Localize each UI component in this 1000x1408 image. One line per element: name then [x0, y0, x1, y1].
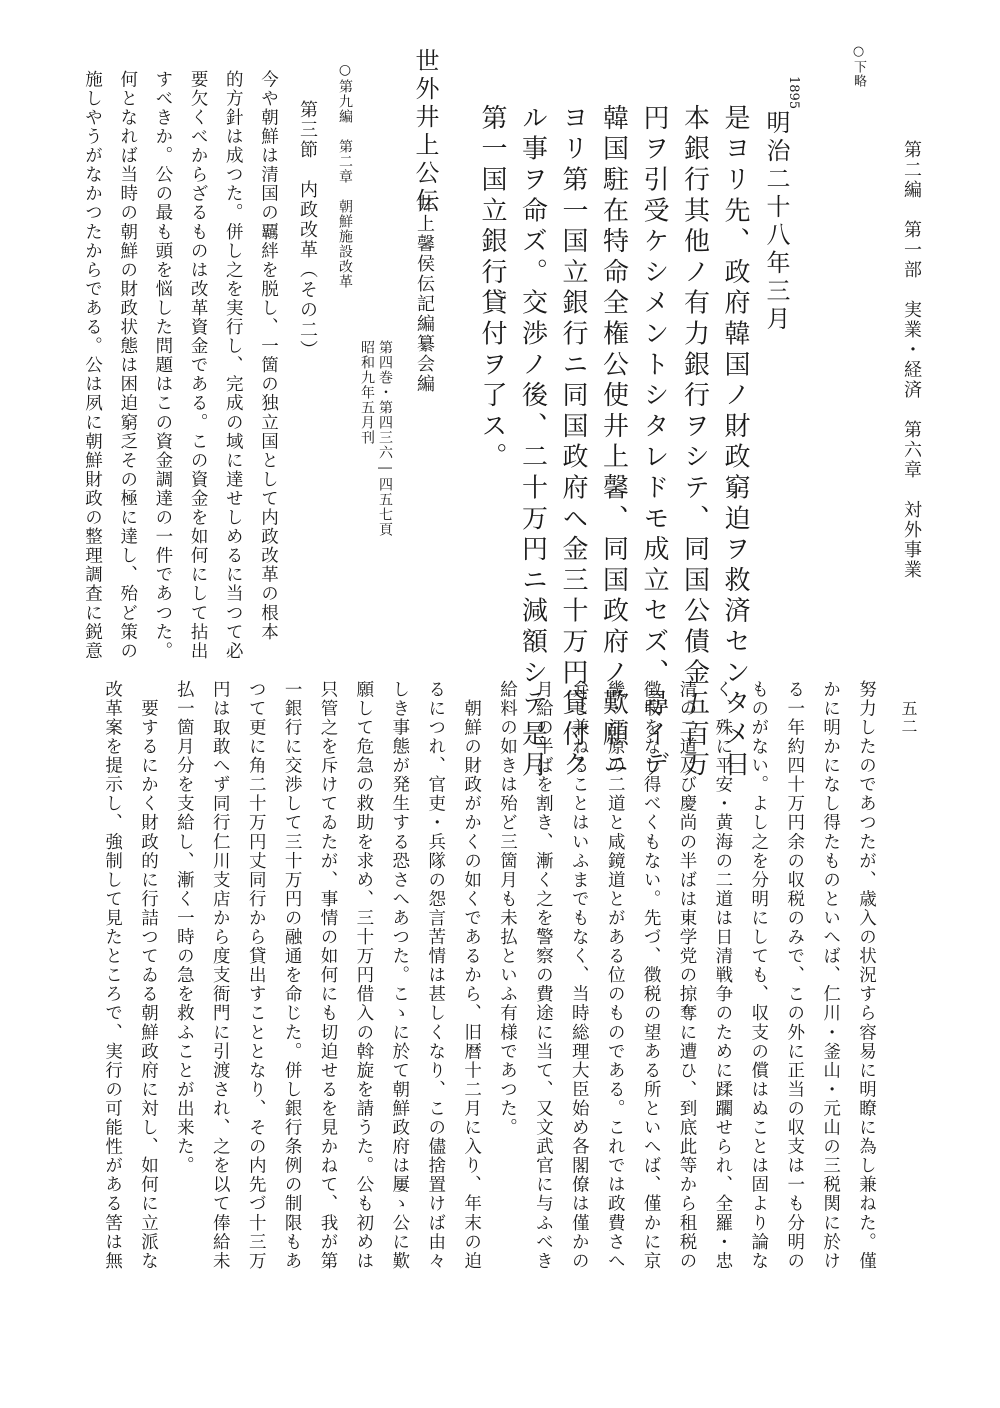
text-line: しき事態が発生する恐さへあつた。こゝに於て朝鮮政府は屢ゝ公に歎 [389, 680, 410, 1271]
text-line: 願して危急の救助を求め、三十万円借入の斡旋を請うた。公も初めは [353, 680, 374, 1271]
text-line: 払一箇月分を支給し、漸く一時の急を救ふことが出来た。 [174, 680, 195, 1176]
source-date: 昭和九年五月刊 [359, 340, 375, 445]
entry-line: 第一国立銀行貸付ヲ了ス。 [477, 104, 507, 474]
entry-line: ル事ヲ命ズ。交渉ノ後、二十万円ニ減額シテ是月 [517, 104, 548, 782]
source-section: 第三節 内政改革（その二） [297, 100, 318, 360]
text-line: 月給の半ばを割き、漸く之を警察の費途に当て、又文武官に与ふべき [533, 680, 554, 1271]
text-line: ものがない。よし之を分明にしても、収支の償はぬことは固より論な [748, 680, 769, 1271]
text-line: 弁じ兼ねることはいふまでもなく、当時総理大臣始め各閣僚は僅かの [569, 680, 590, 1271]
text-line: るにつれ、官吏・兵隊の怨言苦情は甚しくなり、この儘捨置けば由々 [425, 680, 446, 1271]
page-number: 五二 [899, 700, 918, 736]
entry-date: 明治二十八年三月 [762, 110, 790, 334]
source-editor: 井上馨侯伝記編纂会編 [414, 194, 435, 394]
entry-year: 1895 [786, 76, 801, 110]
text-line: 的方針は成つた。併し之を実行し、完成の域に達せしめるに当つて必 [223, 70, 244, 661]
text-line: 朝鮮の財政がかくの如くであるから、旧暦十二月に入り、年末の迫 [461, 680, 482, 1271]
source-volume: 第四巻・第四三六―四五七頁 [377, 340, 393, 537]
running-head: 第二編 第一部 実業・経済 第六章 対外事業 [901, 140, 922, 580]
margin-note: ○下略 [851, 44, 866, 88]
text-line: 徴収をなし得べくもない。先づ、徴税の望ある所といへば、僅かに京 [641, 680, 662, 1271]
text-line: 円は取敢へず同行仁川支店から度支衙門に引渡され、之を以て俸給未 [210, 680, 231, 1271]
text-line: 改革案を提示し、強制して見たところで、実行の可能性がある筈は無 [102, 680, 123, 1271]
entry-line: 円ヲ引受ケシメントシタレドモ成立セズ、尋イデ [639, 104, 669, 782]
text-line: く、殊に平安・黄海の二道は日清戦争のために蹂躙せられ、全羅・忠 [712, 680, 733, 1271]
text-line: 清の二道及び慶尚の半ばは東学党の掠奪に遭ひ、到底此等から租税の [677, 680, 697, 1271]
text-line: 要するにかく財政的に行詰つてゐる朝鮮政府に対し、如何に立派な [138, 680, 159, 1271]
text-line: る一年約四十万円余の収税のみで、この外に正当の収支は一も分明の [784, 680, 805, 1271]
text-line: 施しやうがなかつたからである。公は夙に朝鮮財政の整理調査に鋭意 [82, 70, 103, 661]
text-line: すべきか。公の最も頭を悩した問題はこの資金調達の一件であつた。 [152, 70, 173, 661]
text-line: 一銀行に交渉して三十万円の融通を命じた。併し銀行条例の制限もあ [282, 680, 303, 1271]
source-chapter: ○第九編 第二章 朝鮮施設改革 [337, 62, 353, 289]
text-line: 今や朝鮮は清国の覊絆を脱し、一箇の独立国として内政改革の根本 [258, 70, 279, 642]
text-line: 努力したのであつたが、歳入の状況すら容易に明瞭に為し兼ねた。僅 [856, 680, 877, 1271]
entry-line: 是ヨリ先、政府韓国ノ財政窮迫ヲ救済センタメ日 [720, 104, 750, 782]
entry-line: 本銀行其他ノ有力銀行ヲシテ、同国公債金五百万 [679, 104, 710, 782]
text-line: 何となれば当時の朝鮮の財政状態は困迫窮乏その極に達し、殆ど策の [117, 70, 138, 661]
source-title: 世外井上公伝 [411, 48, 439, 216]
entry-line: ヨリ第一国立銀行ニ同国政府ヘ金三十万円貸付ク [558, 104, 588, 782]
entry-line: 韓国駐在特命全権公使井上馨、同国政府ノ歎願ニ [598, 104, 629, 782]
text-line: 畿・江原の二道と咸鏡道とがある位のものである。これでは政費さへ [605, 680, 626, 1271]
text-line: かに明かになし得たものといへば、仁川・釜山・元山の三税関に於け [820, 680, 841, 1271]
text-line: 給料の如きは殆ど三箇月も未払といふ有様であつた。 [497, 680, 518, 1138]
text-line: 只管之を斥けてゐたが、事情の如何にも切迫せるを見かねて、我が第 [318, 680, 338, 1271]
text-line: 要欠くべからざるものは改革資金である。この資金を如何にして拈出 [188, 70, 209, 661]
text-line: つて更に角二十万円丈同行から貸出すこととなり、その内先づ十三万 [246, 680, 267, 1271]
